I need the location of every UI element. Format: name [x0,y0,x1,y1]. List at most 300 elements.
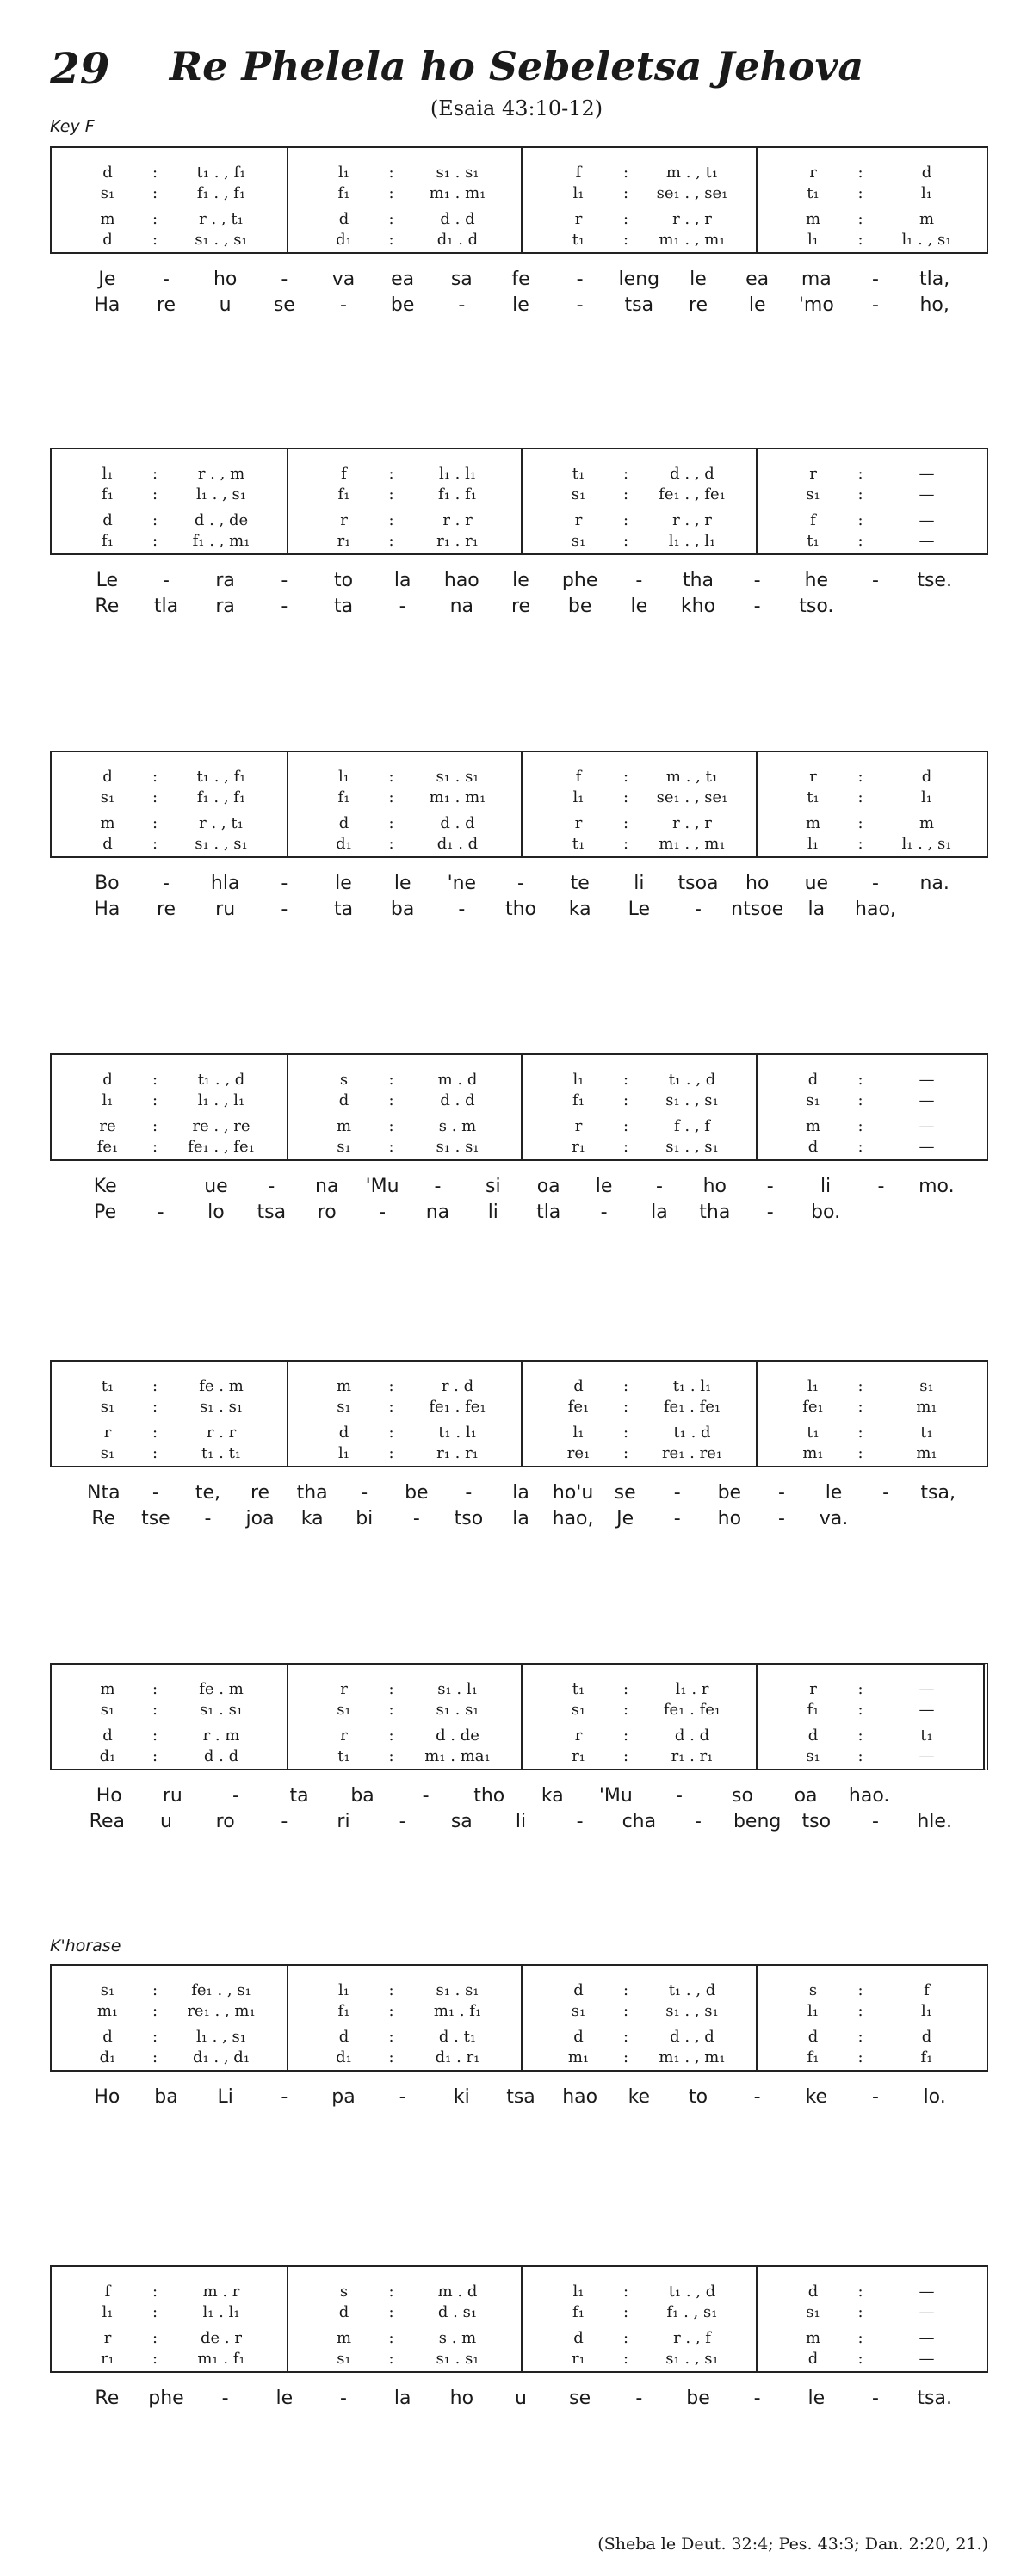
solfa-note: fe₁ . fe₁ [663,1701,721,1719]
lyric-syllable: na. [919,873,949,894]
voice-part [52,814,287,837]
solfa-note: fe₁ . , fe₁ [188,1138,255,1156]
solfa-note: d₁ . r₁ [435,2048,480,2066]
voice-part [758,1747,993,1770]
syllable-hyphen: - [872,570,879,591]
lyric-line [77,1482,964,1508]
music-system [50,751,988,858]
voice-part [52,1701,287,1723]
measure [756,1055,993,1159]
beat-separator: : [152,788,158,806]
lyric-syllable: hao [562,2086,598,2108]
beat-separator: : [622,465,629,483]
voice-part [523,1444,758,1467]
solfa-note: — [919,532,935,550]
solfa-note: m₁ [802,1444,824,1462]
lyric-syllable: Ho [94,2086,121,2108]
solfa-note: r₁ [572,1747,585,1765]
voice-part [758,788,993,811]
solfa-note: d₁ [99,2048,116,2066]
lyric-syllable: lo [207,1202,225,1223]
beat-separator: : [388,164,394,182]
beat-separator: : [388,788,394,806]
syllable-hyphen: - [517,873,524,894]
solfa-note: m₁ . , m₁ [659,835,726,853]
lyric-syllable: la [512,1508,529,1529]
solfa-note: d . d [440,210,475,228]
syllable-hyphen: - [340,294,347,316]
beat-separator: : [152,184,158,202]
lyric-syllable: Je [98,269,116,290]
lyric-syllable: va. [819,1508,849,1529]
lyric-syllable: ho [449,2388,474,2409]
beat-separator: : [622,2283,629,2301]
solfa-note: f₁ [337,184,350,202]
voice-part [288,768,523,790]
syllable-hyphen: - [204,1508,212,1529]
voice-part [52,511,287,534]
lyric-syllable: se [569,2388,591,2409]
solfa-note: fe₁ . fe₁ [663,1398,721,1416]
solfa-note: d₁ . d [436,231,479,249]
solfa-note: f₁ . , f₁ [196,184,246,202]
beat-separator: : [152,485,158,503]
voice-part [758,2028,993,2050]
lyric-line [77,570,964,596]
syllable-hyphen: - [872,2086,879,2108]
lyric-line [77,899,964,924]
voice-part [523,1680,758,1702]
solfa-note: m [336,1117,352,1135]
solfa-note: d [807,2028,819,2046]
lyric-syllable: Bo [95,873,120,894]
voice-part [523,511,758,534]
solfa-note: l₁ [807,231,819,249]
lyric-syllable: hao. [848,1785,890,1807]
voice-part [288,184,523,207]
voice-part [52,2048,287,2071]
lyric-syllable: ta [333,596,354,617]
lyric-syllable: Je [616,1508,634,1529]
solfa-note: r₁ [337,532,351,550]
solfa-note: s₁ [337,2350,351,2368]
hymn-title: Re Phelela ho Sebeletsa Jehova [169,43,864,90]
beat-separator: : [388,1727,394,1745]
syllable-hyphen: - [576,294,584,316]
beat-separator: : [857,210,863,228]
solfa-note: l₁ [572,788,585,806]
solfa-note: d₁ . d [436,835,479,853]
voice-part [52,1444,287,1467]
lyric-syllable: ea [745,269,770,290]
solfa-note: fe₁ . fe₁ [429,1398,486,1416]
lyric-syllable: te [570,873,590,894]
lyric-syllable: tso. [799,596,834,617]
solfa-note: f₁ [337,485,350,503]
lyric-line [77,2086,964,2112]
music-system [50,1663,988,1770]
lyric-line [77,1785,964,1811]
beat-separator: : [152,1398,158,1416]
solfa-note: l₁ [921,184,932,202]
solfa-note: s₁ [571,2002,586,2020]
solfa-note: fe₁ . , s₁ [191,1981,251,1999]
solfa-note: d [573,1981,584,1999]
beat-separator: : [388,1398,394,1416]
solfa-note: s₁ [337,1701,351,1719]
measure [52,2267,287,2371]
solfa-note: fe₁ [567,1398,590,1416]
voice-part [288,788,523,811]
solfa-note: r₁ [101,2350,114,2368]
voice-part [52,1680,287,1702]
beat-separator: : [388,1981,394,1999]
solfa-note: m [336,1377,352,1395]
beat-separator: : [388,768,394,786]
solfa-note: l₁ [102,465,114,483]
voice-part [52,1727,287,1749]
solfa-note: d [338,2028,349,2046]
solfa-note: r [574,814,583,832]
solfa-note: m . r [202,2283,240,2301]
solfa-note: m₁ . , m₁ [659,2048,726,2066]
beat-separator: : [857,164,863,182]
lyric-syllable: tha [699,1202,731,1223]
solfa-note: d . s₁ [437,2303,478,2321]
voice-part [288,2048,523,2071]
music-system [50,1360,988,1467]
lyric-syllable: le [512,294,529,316]
lyric-syllable: ho [717,1508,742,1529]
beat-separator: : [622,485,629,503]
voice-part [523,164,758,186]
solfa-note: — [919,1680,935,1698]
solfa-note: f₁ [807,2048,820,2066]
syllable-hyphen: - [777,1482,785,1504]
voice-part [758,2329,993,2351]
beat-separator: : [152,1138,158,1156]
measure [756,2267,993,2371]
syllable-hyphen: - [361,1482,368,1504]
lyric-syllable: ta [333,899,354,920]
solfa-note: l₁ [807,835,819,853]
measure [521,1055,758,1159]
beat-separator: : [622,1377,629,1395]
lyric-syllable: ue [204,1176,228,1197]
lyric-syllable: Li [217,2086,233,2108]
solfa-note: t₁ . d [673,1424,711,1442]
lyric-syllable: ho [745,873,770,894]
beat-separator: : [622,2350,629,2368]
solfa-note: re . , re [192,1117,251,1135]
lyric-syllable: kho [680,596,716,617]
lyric-syllable: fe [511,269,530,290]
solfa-note: d₁ . , d₁ [192,2048,251,2066]
beat-separator: : [622,1680,629,1698]
measure [756,752,993,856]
voice-part [288,1444,523,1467]
solfa-note: t₁ [807,788,820,806]
syllable-hyphen: - [600,1202,608,1223]
solfa-note: s₁ . s₁ [436,164,479,182]
solfa-note: fe₁ . , fe₁ [659,485,726,503]
lyric-syllable: ea [391,269,415,290]
beat-separator: : [152,532,158,550]
voice-part [288,814,523,837]
beat-separator: : [622,1727,629,1745]
lyric-syllable: Ho [96,1785,122,1807]
beat-separator: : [622,1071,629,1089]
solfa-note: s . m [438,1117,477,1135]
voice-part [758,210,993,232]
solfa-note: d . d [674,1727,710,1745]
lyric-syllable: Pe [94,1202,117,1223]
solfa-note: t₁ [572,835,585,853]
beat-separator: : [152,1424,158,1442]
solfa-note: d [102,231,113,249]
lyric-syllable: Ke [93,1176,117,1197]
lyric-syllable: li [820,1176,832,1197]
lyric-syllable: ka [568,899,591,920]
solfa-note: f₁ [572,2303,585,2321]
voice-part [288,1747,523,1770]
beat-separator: : [152,1444,158,1462]
solfa-note: l₁ . , s₁ [195,2028,247,2046]
lyric-syllable: le [630,596,648,617]
solfa-note: l₁ . , l₁ [197,1091,245,1109]
voice-part [758,1117,993,1140]
solfa-note: s₁ . l₁ [437,1680,478,1698]
voice-part [758,2350,993,2372]
syllable-hyphen: - [872,294,879,316]
lyric-syllable: u [219,294,232,316]
voice-part [52,1071,287,1093]
solfa-note: t₁ [572,1680,585,1698]
solfa-note: m₁ . ma₁ [424,1747,491,1765]
syllable-hyphen: - [753,596,761,617]
measure [521,449,758,553]
lyric-syllable: ho'u [552,1482,594,1504]
solfa-note: t₁ [572,465,585,483]
beat-separator: : [857,511,863,529]
beat-separator: : [388,532,394,550]
solfa-note: f₁ [337,788,350,806]
solfa-note: s₁ [337,1138,351,1156]
solfa-note: m₁ [916,1444,937,1462]
syllable-hyphen: - [872,1811,879,1832]
measure [521,148,758,252]
lyric-syllable: 'Mu [598,1785,633,1807]
lyric-syllable: sa [450,269,473,290]
voice-part [523,2329,758,2351]
syllable-hyphen: - [281,873,288,894]
music-system [50,146,988,254]
solfa-note: d [102,164,113,182]
voice-part [758,485,993,508]
lyric-syllable: re [250,1482,270,1504]
syllable-hyphen: - [576,269,584,290]
solfa-note: s₁ [100,788,115,806]
solfa-note: t₁ . l₁ [672,1377,712,1395]
syllable-hyphen: - [399,596,406,617]
solfa-note: s₁ [100,1981,115,1999]
beat-separator: : [857,2329,863,2347]
solfa-note: s₁ [806,485,820,503]
solfa-note: f . , f [674,1117,710,1135]
solfa-note: r [103,1424,112,1442]
syllable-hyphen: - [412,1508,420,1529]
solfa-note: l₁ [572,184,585,202]
solfa-note: — [919,2283,935,2301]
lyric-syllable: cha [622,1811,657,1832]
measure [287,1966,523,2070]
solfa-note: t₁ . , d [197,1071,245,1089]
lyric-syllable: hla [210,873,240,894]
voice-part [288,2303,523,2326]
beat-separator: : [152,768,158,786]
syllable-hyphen: - [576,1811,584,1832]
lyric-syllable: ho [213,269,238,290]
lyric-syllable: re [688,294,708,316]
solfa-note: — [919,465,935,483]
footer-references: (Sheba le Deut. 32:4; Pes. 43:3; Dan. 2:20, 21.) [597,2535,988,2554]
lyric-syllable: to [688,2086,708,2108]
voice-part [523,1091,758,1114]
measure [287,1665,523,1769]
beat-separator: : [388,465,394,483]
syllable-hyphen: - [281,1811,288,1832]
lyric-syllable: so [732,1785,753,1807]
lyric-syllable: na [425,1202,450,1223]
lyric-syllable: pa [331,2086,356,2108]
beat-separator: : [152,1091,158,1109]
solfa-note: d [338,1091,349,1109]
lyric-syllable: se [273,294,295,316]
solfa-note: t₁ . , f₁ [196,164,246,182]
lyric-syllable: tso [801,1811,832,1832]
lyric-syllable: ho [702,1176,727,1197]
beat-separator: : [622,2028,629,2046]
solfa-note: f [924,1981,930,1999]
solfa-note: m [805,2329,821,2347]
lyric-syllable: Le [96,570,119,591]
music-system [50,448,988,555]
solfa-note: m [919,210,935,228]
voice-part [52,2002,287,2024]
solfa-note: r . r [442,511,473,529]
solfa-note: r [574,210,583,228]
solfa-note: d [102,511,113,529]
lyric-syllable: re [156,899,176,920]
lyric-syllable: ro [215,1811,235,1832]
beat-separator: : [388,1377,394,1395]
solfa-note: l₁ [102,2303,114,2321]
beat-separator: : [857,768,863,786]
voice-part [523,2002,758,2024]
lyric-syllable: bi [356,1508,374,1529]
solfa-note: re [99,1117,116,1135]
lyric-syllable: hao, [552,1508,594,1529]
lyric-line [77,2388,964,2413]
solfa-note: f [341,465,347,483]
beat-separator: : [622,184,629,202]
syllable-hyphen: - [675,1785,683,1807]
lyric-syllable: le [512,570,529,591]
solfa-note: l₁ [338,1981,349,1999]
syllable-hyphen: - [673,1482,681,1504]
beat-separator: : [152,1701,158,1719]
solfa-note: l₁ [921,788,932,806]
solfa-note: m . , t₁ [665,768,719,786]
beat-separator: : [388,2028,394,2046]
voice-part [523,2303,758,2326]
voice-part [52,1117,287,1140]
solfa-note: r . m [202,1727,240,1745]
lyric-syllable: tho [473,1785,505,1807]
beat-separator: : [388,2048,394,2066]
lyric-syllable: ba [390,899,415,920]
voice-part [758,511,993,534]
solfa-note: r . , r [672,814,712,832]
syllable-hyphen: - [777,1508,785,1529]
beat-separator: : [388,1071,394,1089]
lyric-syllable: te, [195,1482,221,1504]
lyric-syllable: Nta [87,1482,121,1504]
syllable-hyphen: - [872,2388,879,2409]
solfa-note: s₁ . s₁ [436,768,479,786]
lyric-syllable: Ha [94,294,121,316]
solfa-note: l₁ . r [675,1680,709,1698]
beat-separator: : [857,1981,863,1999]
beat-separator: : [388,1747,394,1765]
solfa-note: r [340,511,348,529]
solfa-note: r [809,768,817,786]
syllable-hyphen: - [695,1811,702,1832]
solfa-note: f₁ [807,1701,820,1719]
solfa-note: r . , m [197,465,245,483]
solfa-note: d . , d [670,465,714,483]
lyric-syllable: Rea [89,1811,125,1832]
solfa-note: — [919,2350,935,2368]
beat-separator: : [152,465,158,483]
solfa-note: t₁ . l₁ [438,1424,477,1442]
beat-separator: : [622,2048,629,2066]
solfa-note: s₁ . s₁ [199,1701,244,1719]
syllable-hyphen: - [655,1176,663,1197]
voice-part [523,1071,758,1093]
syllable-hyphen: - [458,294,466,316]
voice-part [523,2350,758,2372]
syllable-hyphen: - [635,570,643,591]
solfa-note: l₁ [572,2283,585,2301]
lyric-syllable: ka [300,1508,324,1529]
solfa-note: — [919,511,935,529]
beat-separator: : [622,788,629,806]
voice-part [288,1981,523,2004]
beat-separator: : [857,814,863,832]
lyric-syllable: oa [794,1785,818,1807]
syllable-hyphen: - [877,1176,885,1197]
lyric-syllable: be [390,294,415,316]
voice-part [52,788,287,811]
solfa-note: s [808,1981,818,1999]
solfa-note: d . t₁ [438,2028,477,2046]
lyric-syllable: le [807,2388,826,2409]
solfa-note: t₁ . , d [668,1981,716,1999]
beat-separator: : [622,164,629,182]
solfa-note: d [338,814,349,832]
lyric-line [77,294,964,320]
